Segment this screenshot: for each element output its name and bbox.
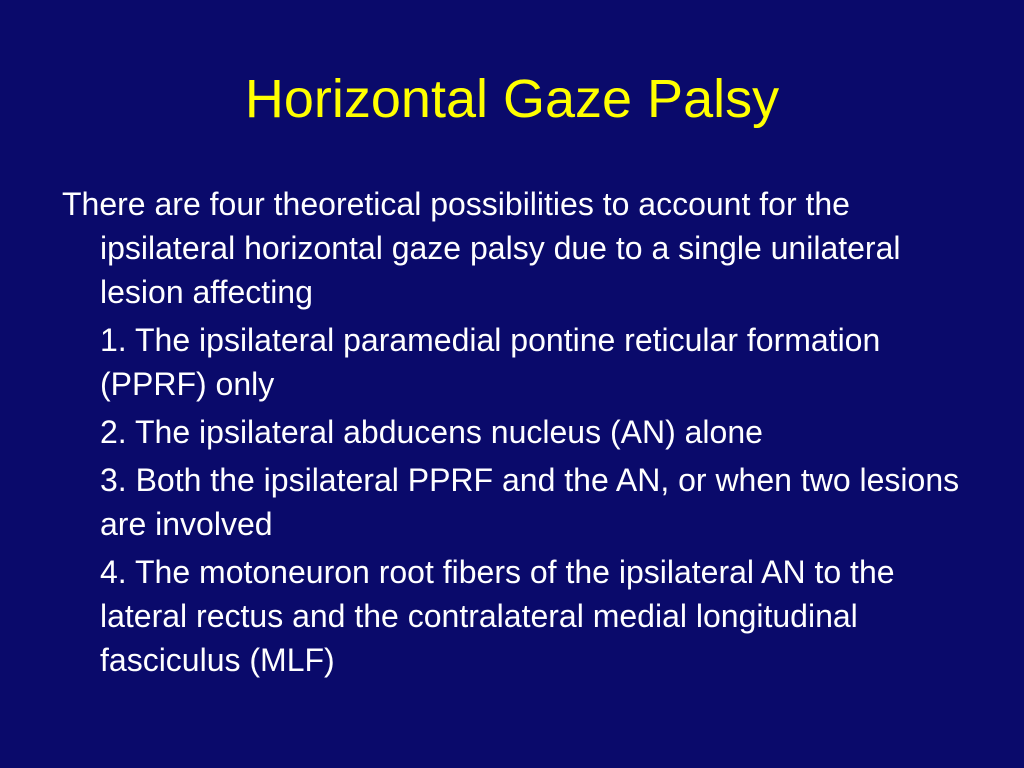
list-item-2: 2. The ipsilateral abducens nucleus (AN) alone <box>100 414 763 450</box>
list-item-1: 1. The ipsilateral paramedial pontine reticular formation (PPRF) only <box>100 322 881 402</box>
slide-title: Horizontal Gaze Palsy <box>244 69 780 129</box>
slide-body <box>62 182 972 686</box>
list-item-4: 4. The motoneuron root fibers of the ipsilateral AN to the lateral rectus and the contralateral medial longitudinal fasciculus (MLF) <box>100 554 895 678</box>
list-item-3: 3. Both the ipsilateral PPRF and the AN, or when two lesions are involved <box>100 462 960 542</box>
intro-paragraph: There are four theoretical possibilities to account for the ipsilateral horizontal gaze palsy due to a single unilateral lesion affecting <box>62 186 901 310</box>
